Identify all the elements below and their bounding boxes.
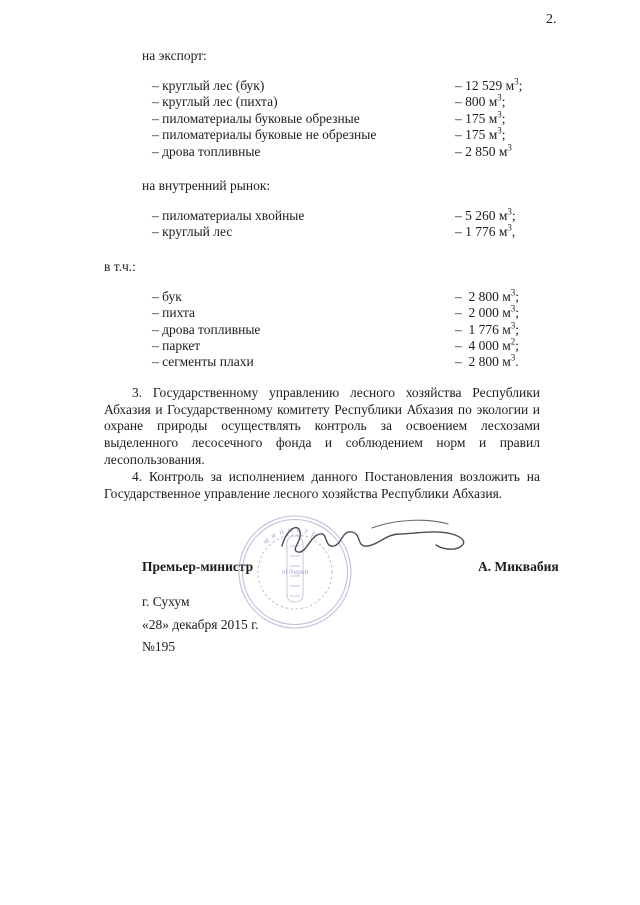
item-value: – 2 800 $м^3$.: [455, 352, 519, 370]
document-number: №195: [142, 639, 176, 655]
item-label: – круглый лес: [152, 224, 233, 240]
signature-row: [104, 559, 559, 577]
list-item: [104, 322, 540, 338]
list-item: [104, 111, 540, 127]
stamp-center-text: of Repub: [281, 569, 309, 576]
item-value: – 2 800 $м^3$;: [455, 287, 520, 304]
item-label: – пиломатериалы хвойные: [152, 208, 305, 224]
item-label: – пиломатериалы буковые обрезные: [152, 110, 360, 126]
item-label: – пихта: [152, 305, 196, 321]
page-number: 2.: [546, 12, 557, 27]
list-item: [104, 289, 540, 305]
list-item: [104, 144, 540, 160]
item-label: – паркет: [152, 338, 201, 354]
item-value: – 12 529 $м^3$;: [455, 76, 523, 93]
list-item: [104, 208, 540, 224]
section-heading-export: на экспорт:: [142, 48, 207, 63]
paragraph-3: 3. Государственному управлению лесного хозяйства Республики Абхазия и Государственному комитету Республики Абхазия по экологии и охране природы осуществлять контроль за освоением лесхозами выделенного лесосечного фонда и соблюдением норм и правил лесопользования.: [104, 384, 540, 468]
item-value: – 2 000 $м^3$;: [455, 303, 520, 321]
item-value: – 800 $м^3$;: [455, 92, 506, 110]
item-value: – 1 776 $м^3$;: [455, 320, 520, 337]
document-place: г. Сухум: [142, 594, 190, 610]
item-value: – 5 260 $м^3$;: [455, 206, 516, 224]
list-item: [104, 127, 540, 143]
item-value: – 175 $м^3$;: [455, 109, 506, 126]
section-heading-internal: на внутренний рынок:: [142, 178, 271, 194]
item-value: – 175 $м^3$;: [455, 125, 506, 143]
signature-meta: [142, 591, 540, 659]
internal-list: [104, 208, 540, 241]
signer-title: Премьер-министр: [142, 559, 254, 575]
list-item: [104, 338, 540, 354]
item-label: – круглый лес (пихта): [152, 94, 278, 110]
list-item: [104, 78, 540, 94]
section-heading-including: в т.ч.:: [104, 258, 136, 274]
item-label: – дрова топливные: [152, 321, 261, 337]
signer-name: А. Миквабия: [478, 559, 559, 575]
export-list: [104, 78, 540, 160]
item-label: – круглый лес (бук): [152, 78, 265, 93]
list-item: [104, 305, 540, 321]
stamp-arc-text: министр: [261, 524, 322, 546]
document-date: «28» декабря 2015 г.: [142, 616, 259, 632]
list-item: [104, 354, 540, 370]
item-label: – сегменты плахи: [152, 354, 254, 370]
item-label: – бук: [152, 288, 182, 304]
including-list: [104, 289, 540, 371]
paragraph-4: 4. Контроль за исполнением данного Постановления возложить на Государственное управление лесного хозяйства Республики Абхазия.: [104, 468, 540, 501]
document-content: [104, 48, 559, 659]
list-item: [104, 94, 540, 110]
item-value: – 4 000 $м^2$;: [455, 336, 520, 354]
list-item: [104, 224, 540, 240]
item-label: – дрова топливные: [152, 143, 261, 159]
item-value: – 1 776 $м^3$,: [455, 222, 516, 240]
item-label: – пиломатериалы буковые не обрезные: [152, 127, 377, 143]
item-value: – 2 850 $м^3$: [455, 142, 512, 159]
